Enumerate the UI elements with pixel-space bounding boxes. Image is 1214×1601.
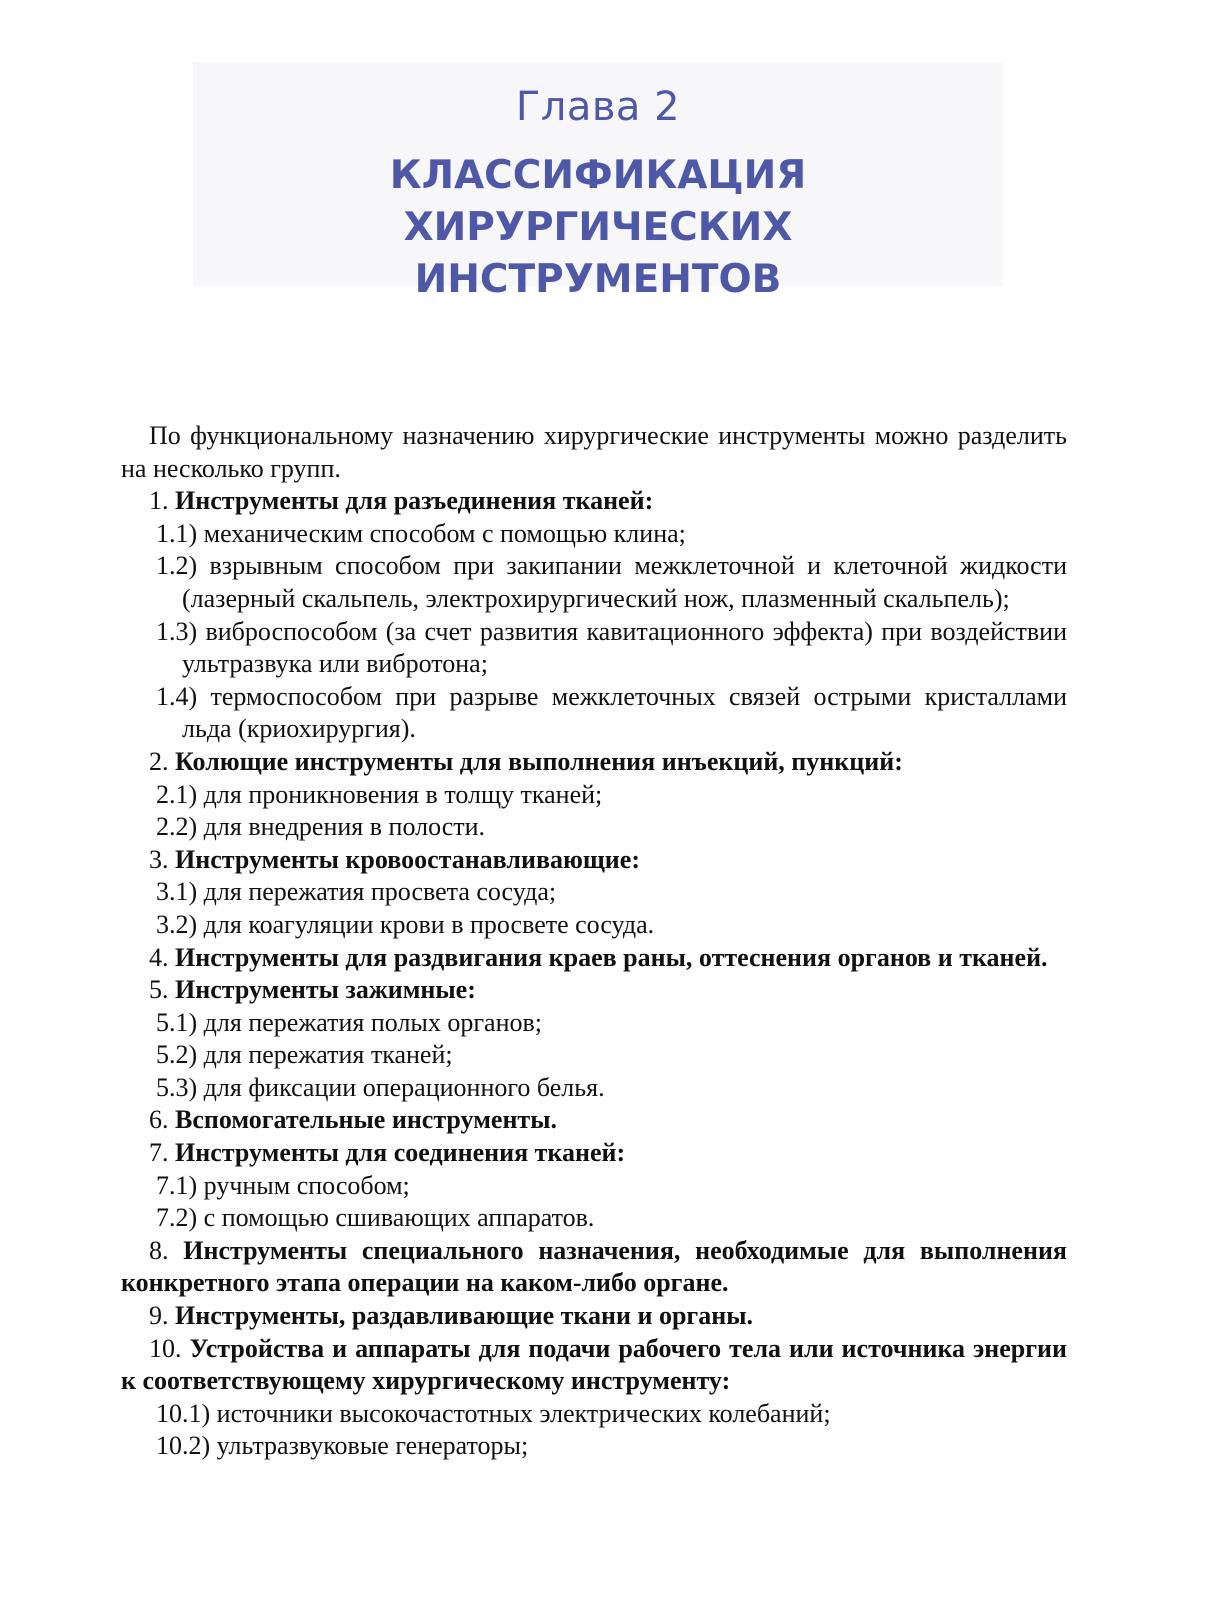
group-number: 5. [149,975,169,1005]
classification-list [121,485,1067,1463]
group-number: 1. [149,486,169,516]
group-number: 4. [149,942,169,972]
subgroup-item: 10.2) ультразвуковые генераторы; [156,1431,529,1461]
group-heading [121,844,1067,877]
group-title: Вспомогательные инструменты. [175,1105,558,1135]
group-title: Устройства и аппараты для подачи рабочего тела или источника энергии к соответствующему хирургическому инструменту: [121,1333,1067,1396]
group-number: 7. [149,1138,169,1168]
group-title: Инструменты зажимные: [175,975,476,1005]
group-heading [121,1333,1067,1398]
group-title: Инструменты, раздавливающие ткани и органы. [175,1301,753,1331]
group-title: Колющие инструменты для выполнения инъекций, пункций: [175,746,903,776]
subgroup-item: 5.2) для пережатия тканей; [156,1040,453,1070]
subgroup-item: 2.1) для проникновения в толщу тканей; [156,779,603,809]
group-heading [121,746,1067,779]
chapter-title [193,150,1003,306]
subgroup-item: 3.2) для коагуляции крови в просвете сосуда. [156,909,655,939]
group-heading [121,1235,1067,1300]
group-title: Инструменты специального назначения, необходимые для выполнения конкретного этапа операции на каком-либо органе. [121,1235,1067,1298]
group-number: 8. [149,1235,169,1265]
chapter-label: Глава 2 [515,84,681,130]
subgroup-item: 7.1) ручным способом; [156,1170,410,1200]
group-number: 6. [149,1105,169,1135]
group-heading [121,1300,1067,1333]
chapter-title-block [193,62,1003,302]
group-heading [121,485,1067,518]
group-heading [121,942,1067,975]
chapter-title-line-2: ИНСТРУМЕНТОВ [414,257,782,302]
subgroup-item: 1.2) взрывным способом при закипании межклеточной и клеточной жидкости (лазерный скальпель, электрохирургический нож, плазменный скальпель); [156,551,1067,613]
group-heading [121,1137,1067,1170]
group-title: Инструменты для разъединения тканей: [175,486,654,516]
subgroup-item: 1.4) термоспособом при разрыве межклеточных связей острыми кристаллами льда (криохирургия). [156,681,1067,744]
group-heading [121,1104,1067,1137]
group-number: 2. [149,746,169,776]
chapter-title-line-1: КЛАССИФИКАЦИЯ ХИРУРГИЧЕСКИХ [389,153,807,250]
group-title: Инструменты для соединения тканей: [175,1138,626,1168]
group-title: Инструменты кровоостанавливающие: [175,844,640,874]
intro-paragraph: По функциональному назначению хирургические инструменты можно разделить на несколько групп. [121,421,1067,483]
group-title: Инструменты для раздвигания краев раны, оттеснения органов и тканей. [175,942,1048,972]
subgroup-item: 5.3) для фиксации операционного белья. [156,1072,605,1102]
group-heading [121,974,1067,1007]
page-body [121,420,1067,1463]
subgroup-item: 2.2) для внедрения в полости. [156,812,486,842]
subgroup-item: 7.2) с помощью сшивающих аппаратов. [156,1203,595,1233]
subgroup-item: 10.1) источники высокочастотных электрических колебаний; [156,1398,831,1428]
subgroup-item: 5.1) для пережатия полых органов; [156,1007,543,1037]
subgroup-item: 1.3) виброспособом (за счет развития кавитационного эффекта) при воздействии ультразвука или вибротона; [156,616,1067,679]
subgroup-item: 1.1) механическим способом с помощью клина; [156,518,686,548]
group-number: 3. [149,844,169,874]
subgroup-item: 3.1) для пережатия просвета сосуда; [156,877,557,907]
group-number: 10. [149,1333,182,1363]
group-number: 9. [149,1301,169,1331]
